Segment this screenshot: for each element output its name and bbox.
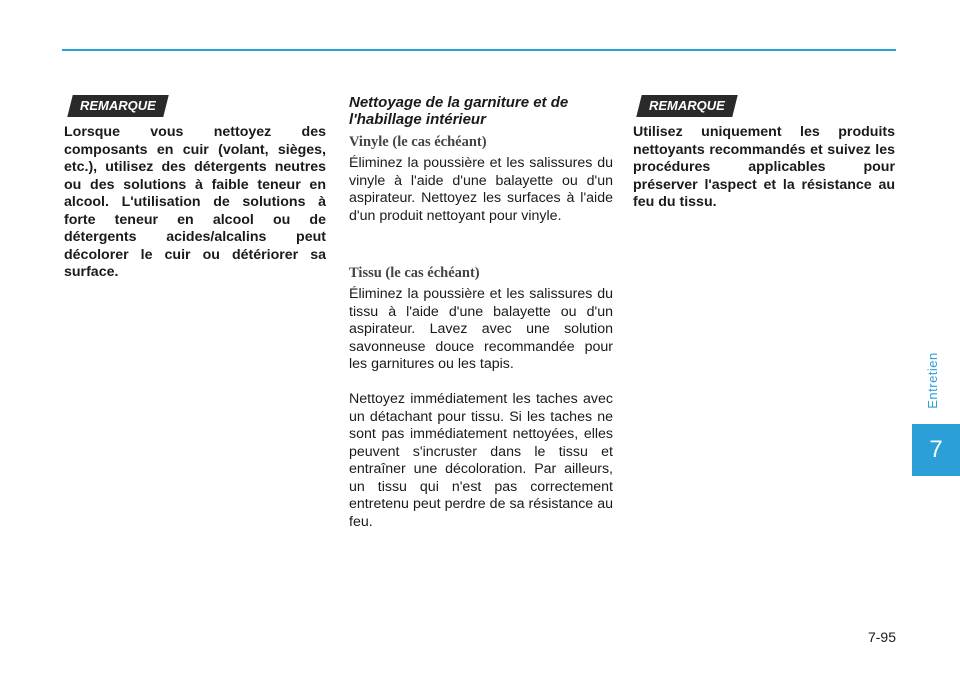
chapter-number: 7 bbox=[929, 436, 943, 463]
note-badge-label: REMARQUE bbox=[649, 98, 725, 113]
note-badge bbox=[67, 95, 168, 117]
vinyl-subtitle: Vinyle (le cas échéant) bbox=[349, 134, 487, 150]
leather-note-text: Lorsque vous nettoyez des composants en cuir (volant, sièges, etc.), utilisez des détergents neutres ou des solutions à faible teneur en alcool. L'utilisation de solutions à forte teneur en alcool ou de détergents acides/alcalins peut décolorer le cuir ou détériorer sa surface. bbox=[64, 124, 326, 280]
fabric-subtitle: Tissu (le cas échéant) bbox=[349, 265, 480, 281]
vinyl-text: Éliminez la poussière et les salissures du vinyle à l'aide d'une balayette ou d'un aspirateur. Nettoyez les surfaces à l'aide d'un produit nettoyant pour vinyle. bbox=[349, 155, 613, 224]
fabric-text-2: Nettoyez immédiatement les taches avec un détachant pour tissu. Si les taches ne sont pas immédiatement nettoyées, elles peuvent s'incruster dans le tissu et entraîner une décoloration. Par ailleurs, un tissu qui n'est pas correctement entretenu peut perdre de sa résistance au feu. bbox=[349, 391, 613, 530]
chapter-name: Entretien bbox=[924, 351, 940, 409]
page-number: 7-95 bbox=[867, 629, 896, 645]
fabric-text-1: Éliminez la poussière et les salissures du tissu à l'aide d'une balayette ou d'un aspirateur. Lavez avec une solution savonneuse douce recommandée pour les garnitures ou les tapis. bbox=[349, 286, 613, 372]
top-divider bbox=[62, 49, 896, 51]
fabric-note-text: Utilisez uniquement les produits nettoyants recommandés et suivez les procédures applicables pour préserver l'aspect et la résistance au feu du tissu. bbox=[633, 124, 895, 210]
note-badge bbox=[636, 95, 737, 117]
section-title: Nettoyage de la garniture et de l'habillage intérieur bbox=[349, 94, 569, 128]
chapter-tab bbox=[912, 424, 960, 476]
chapter-side-label bbox=[919, 330, 945, 430]
note-badge-label: REMARQUE bbox=[80, 98, 156, 113]
